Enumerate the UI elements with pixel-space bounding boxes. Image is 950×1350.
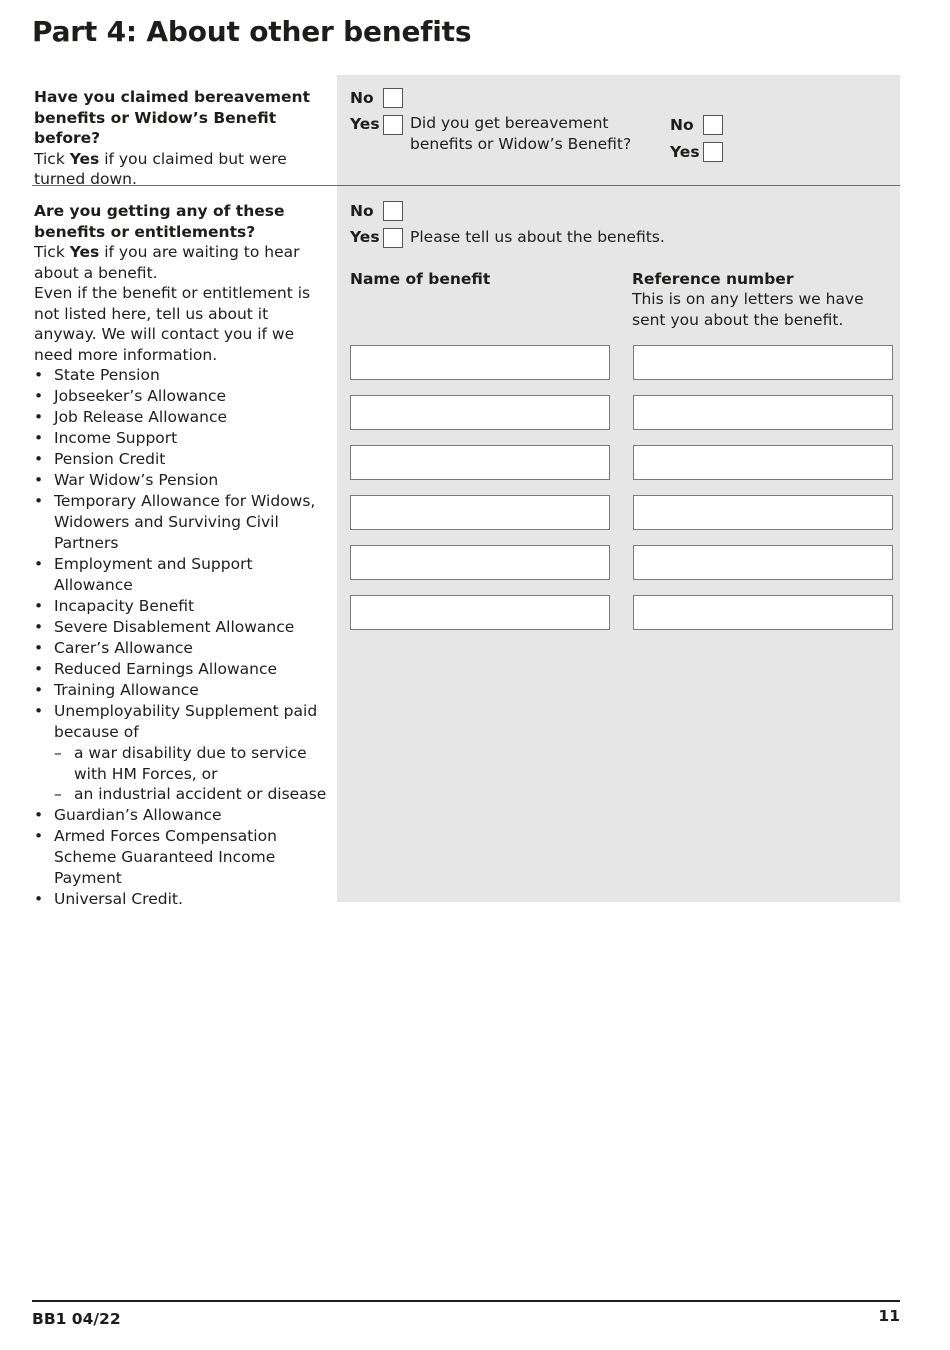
list-item: • Universal Credit. [34, 889, 334, 910]
q1-hint-prefix: Tick [34, 149, 65, 168]
page-title: Part 4: About other benefits [32, 15, 472, 48]
list-item: • Job Release Allowance [34, 407, 334, 428]
list-item: • Incapacity Benefit [34, 596, 334, 617]
list-item: • Employment and Support Allowance [34, 554, 334, 596]
q2-question [34, 201, 334, 365]
q2-hint-prefix: Tick [34, 243, 65, 261]
q2-note: Even if the benefit or entitlement is not listed here, tell us about it anyway. We will contact you if we need more information. [34, 284, 311, 364]
q1-heading: Have you claimed bereavement benefits or Widow’s Benefit before? [34, 88, 311, 147]
list-item: • State Pension [34, 365, 334, 386]
col-ref-header: Reference number [632, 270, 794, 288]
q1-yes-checkbox[interactable] [383, 115, 403, 135]
q2-yes-prompt: Please tell us about the benefits. [410, 228, 665, 246]
benefit-name-field-3[interactable] [350, 445, 610, 480]
q2-no-checkbox[interactable] [383, 201, 403, 221]
unemployability-sublist [54, 743, 334, 805]
reference-number-field-2[interactable] [633, 395, 893, 430]
col-name-header: Name of benefit [350, 270, 491, 288]
page-number: 11 [878, 1307, 900, 1325]
footer-rule [32, 1300, 900, 1302]
benefit-name-field-4[interactable] [350, 495, 610, 530]
list-item: • Pension Credit [34, 449, 334, 470]
q1-followup-no-checkbox[interactable] [703, 115, 723, 135]
list-item: • Training Allowance [34, 680, 334, 701]
benefit-name-field-5[interactable] [350, 545, 610, 580]
reference-number-field-1[interactable] [633, 345, 893, 380]
q1-yes-label: Yes [350, 115, 380, 133]
q2-hint-suffix: if you are waiting to hear about a benefit. [34, 243, 300, 282]
q2-hint-bold: Yes [69, 243, 100, 261]
benefit-name-field-2[interactable] [350, 395, 610, 430]
q1-no-checkbox[interactable] [383, 88, 403, 108]
q1-followup-yes-checkbox[interactable] [703, 142, 723, 162]
reference-number-field-4[interactable] [633, 495, 893, 530]
benefits-list [34, 365, 334, 910]
list-item: • Temporary Allowance for Widows, Widowers and Surviving Civil Partners [34, 491, 334, 554]
list-item: • Income Support [34, 428, 334, 449]
q1-followup-no-label: No [670, 116, 694, 134]
list-item-unemployability [34, 701, 334, 805]
q1-followup-yes-label: Yes [670, 143, 700, 161]
q1-no-label: No [350, 89, 374, 107]
col-ref-hint: This is on any letters we have sent you about the benefit. [632, 290, 864, 329]
benefit-name-field-1[interactable] [350, 345, 610, 380]
benefit-name-field-6[interactable] [350, 595, 610, 630]
list-item: • War Widow’s Pension [34, 470, 334, 491]
list-item: • Guardian’s Allowance [34, 805, 334, 826]
reference-number-field-3[interactable] [633, 445, 893, 480]
form-code: BB1 04/22 [32, 1310, 121, 1328]
list-item: • Armed Forces Compensation Scheme Guaranteed Income Payment [34, 826, 334, 889]
q2-yes-label: Yes [350, 228, 380, 246]
sub-list-item: – an industrial accident or disease [54, 784, 334, 805]
q2-no-label: No [350, 202, 374, 220]
list-item: • Jobseeker’s Allowance [34, 386, 334, 407]
list-item: • Carer’s Allowance [34, 638, 334, 659]
q2-heading: Are you getting any of these benefits or entitlements? [34, 202, 285, 241]
reference-number-field-6[interactable] [633, 595, 893, 630]
q1-followup-question: Did you get bereavement benefits or Widow’s Benefit? [410, 114, 632, 153]
sub-list-item: – a war disability due to service with HM Forces, or [54, 743, 334, 784]
reference-number-field-5[interactable] [633, 545, 893, 580]
list-item: • Severe Disablement Allowance [34, 617, 334, 638]
q1-hint-bold: Yes [69, 149, 100, 168]
q2-yes-checkbox[interactable] [383, 228, 403, 248]
q1-question [34, 87, 334, 190]
list-item-text: Unemployability Supplement paid because of [54, 702, 318, 741]
q1-hint-suffix: if you claimed but were turned down. [34, 149, 287, 188]
list-item: • Reduced Earnings Allowance [34, 659, 334, 680]
